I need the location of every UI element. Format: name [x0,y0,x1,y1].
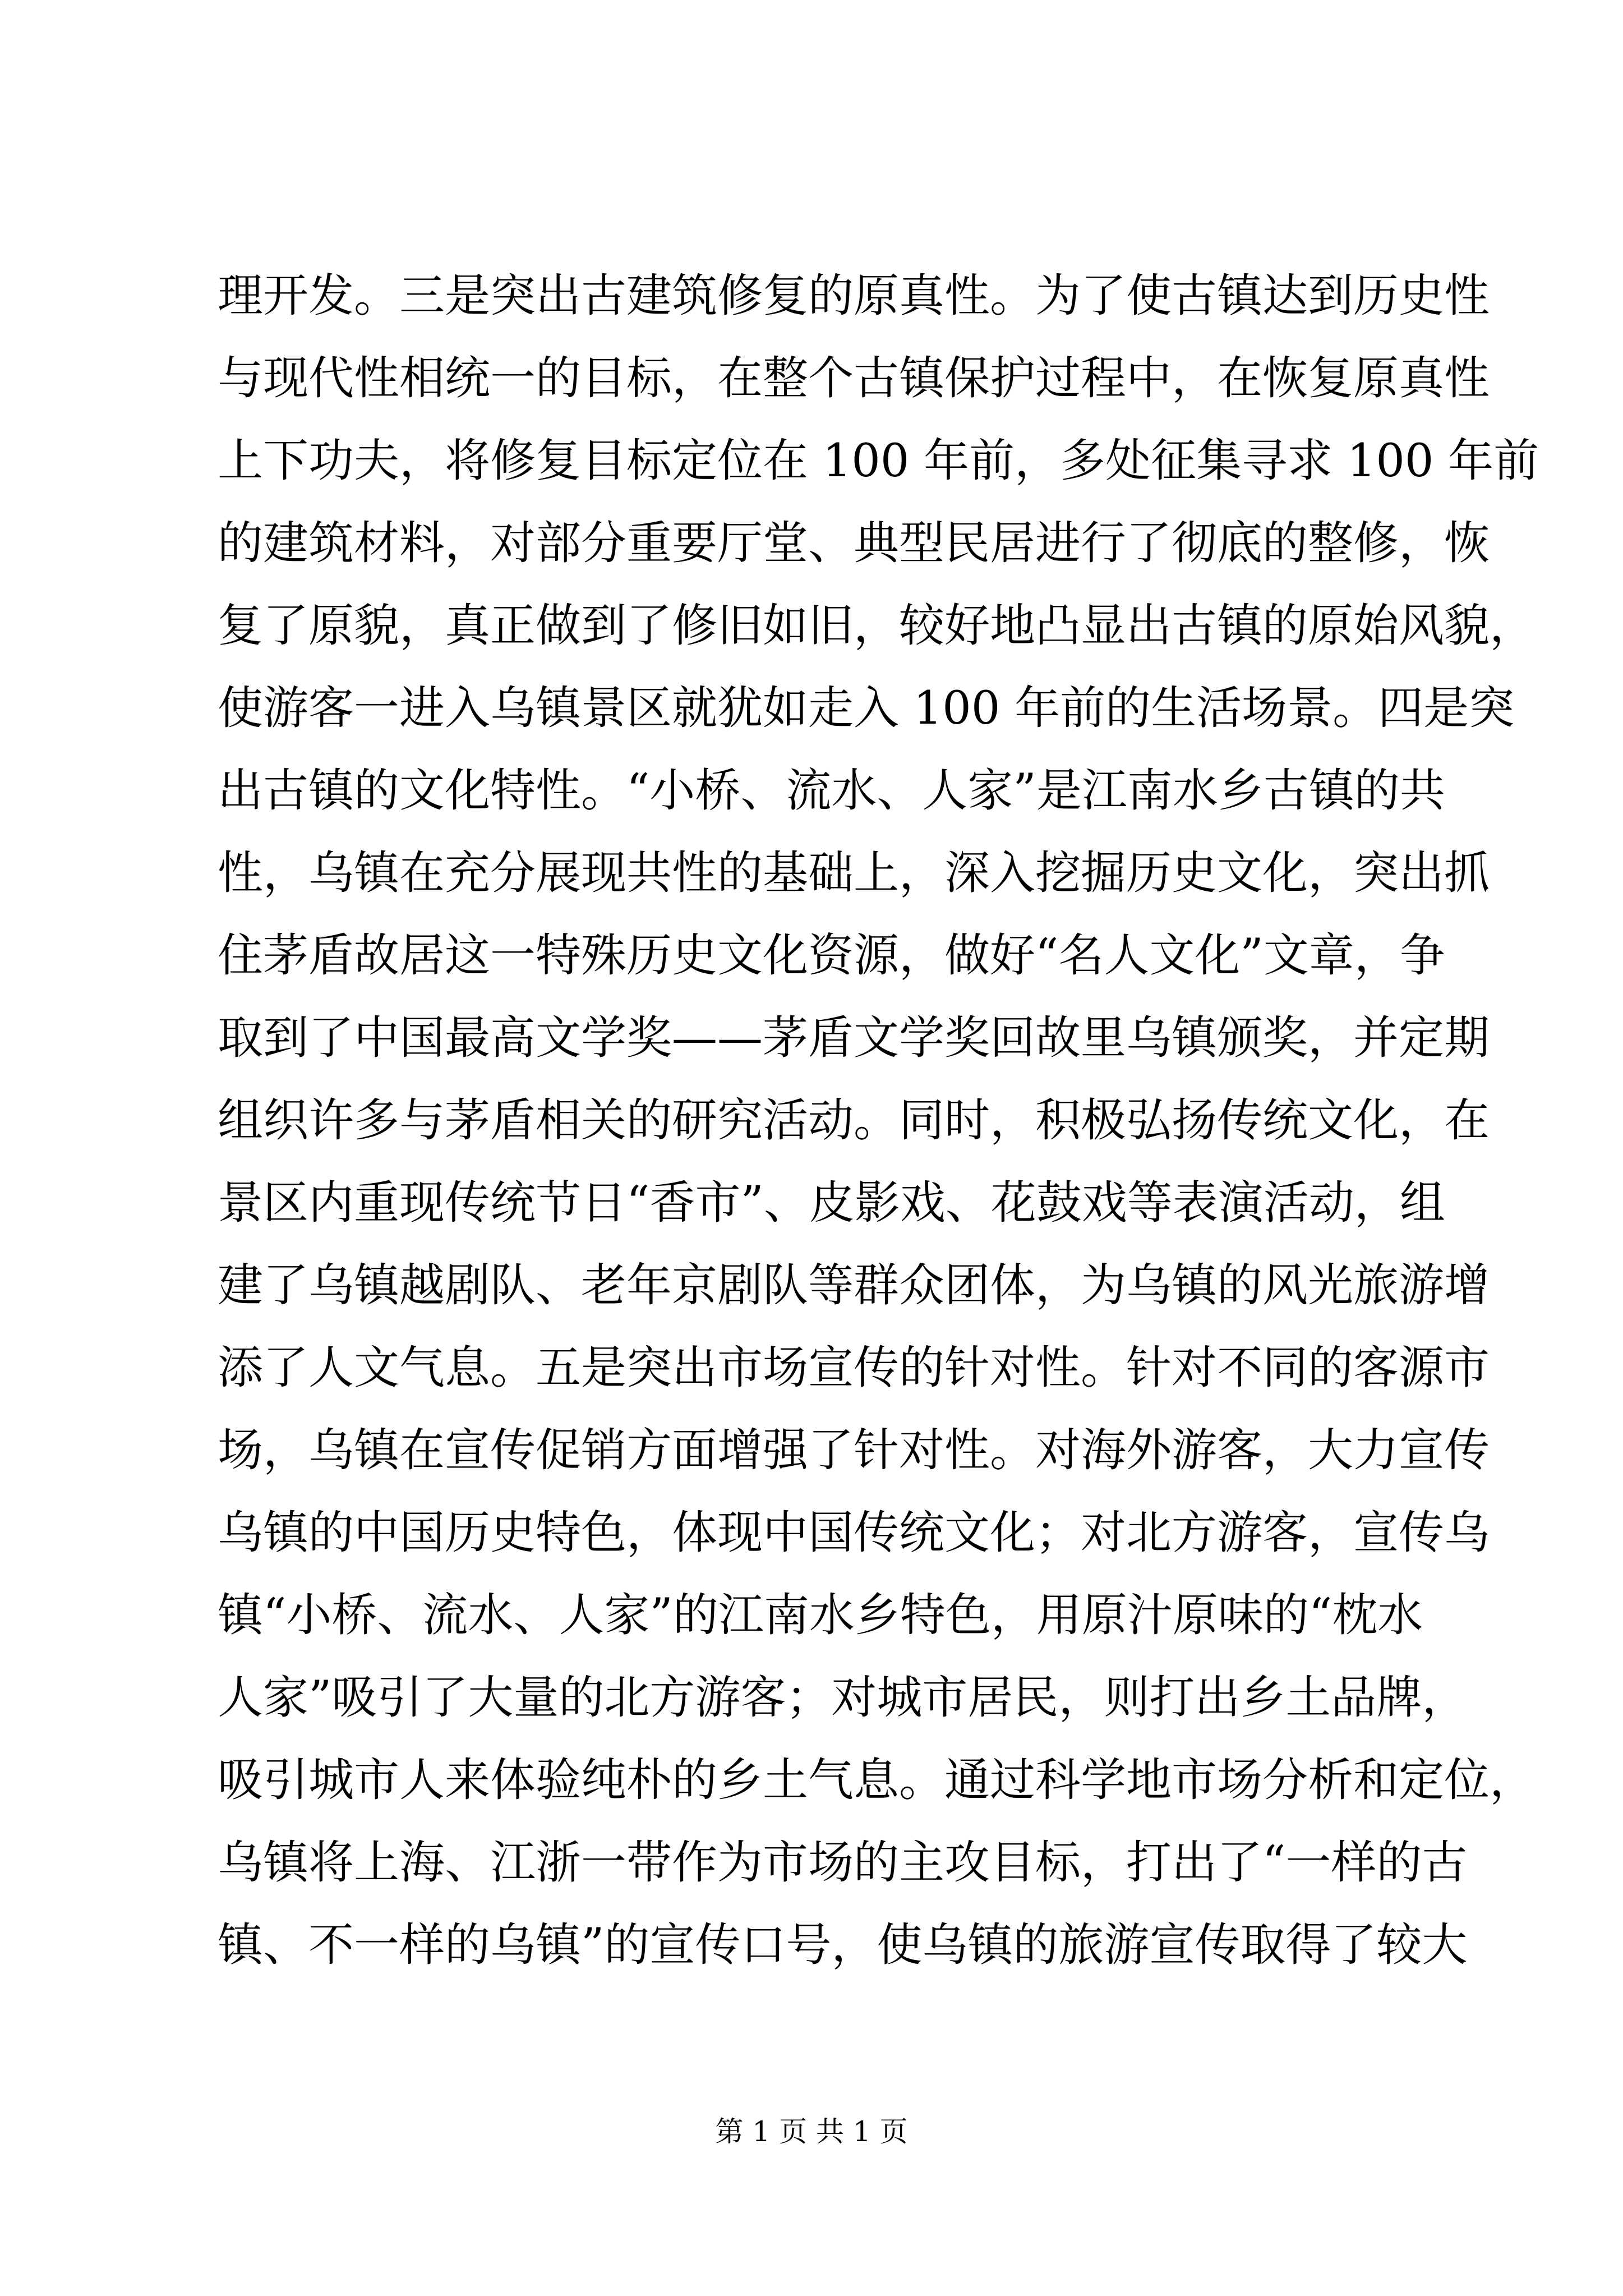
text-line: 复了原貌，真正做到了修旧如旧，较好地凸显出古镇的原始风貌， [218,600,1536,652]
text-line: 场，乌镇在宣传促销方面增强了针对性。对海外游客，大力宣传 [218,1424,1490,1477]
text-line: 镇“小桥、流水、人家”的江南水乡特色，用原汁原味的“枕水 [218,1589,1423,1642]
text-line: 组织许多与茅盾相关的研究活动。同时，积极弘扬传统文化，在 [218,1094,1490,1147]
text-line: 人家”吸引了大量的北方游客；对城市居民，则打出乡土品牌， [218,1672,1468,1724]
text-line: 取到了中国最高文学奖——茅盾文学奖回故里乌镇颁奖，并定期 [218,1012,1490,1065]
text-line: 与现代性相统一的目标，在整个古镇保护过程中，在恢复原真性 [218,352,1490,405]
text-line: 建了乌镇越剧队、老年京剧队等群众团体，为乌镇的风光旅游增 [218,1259,1490,1312]
text-line: 镇、不一样的乌镇”的宣传口号，使乌镇的旅游宣传取得了较大 [218,1919,1468,1972]
text-line: 吸引城市人来体验纯朴的乡土气息。通过科学地市场分析和定位， [218,1754,1536,1807]
text-line: 景区内重现传统节日“香市”、皮影戏、花鼓戏等表演活动，组 [218,1177,1445,1230]
text-line: 性，乌镇在充分展现共性的基础上，深入挖掘历史文化，突出抓 [218,847,1490,900]
page-footer: 第 1 页 共 1 页 [715,2115,908,2148]
text-line: 乌镇的中国历史特色，体现中国传统文化；对北方游客，宣传乌 [218,1507,1490,1559]
text-line: 理开发。三是突出古建筑修复的原真性。为了使古镇达到历史性 [218,270,1490,323]
body-text [218,255,1539,1987]
text-line: 的建筑材料，对部分重要厅堂、典型民居进行了彻底的整修，恢 [218,517,1490,570]
text-line: 使游客一进入乌镇景区就犹如走入 100 年前的生活场景。四是突 [218,682,1515,735]
text-line: 乌镇将上海、江浙一带作为市场的主攻目标，打出了“一样的古 [218,1837,1468,1889]
text-line: 出古镇的文化特性。“小桥、流水、人家”是江南水乡古镇的共 [218,765,1445,817]
text-line: 上下功夫，将修复目标定位在 100 年前，多处征集寻求 100 年前 [218,435,1539,487]
text-line: 添了人文气息。五是突出市场宣传的针对性。针对不同的客源市 [218,1342,1490,1395]
text-line: 住茅盾故居这一特殊历史文化资源，做好“名人文化”文章，争 [218,930,1445,982]
